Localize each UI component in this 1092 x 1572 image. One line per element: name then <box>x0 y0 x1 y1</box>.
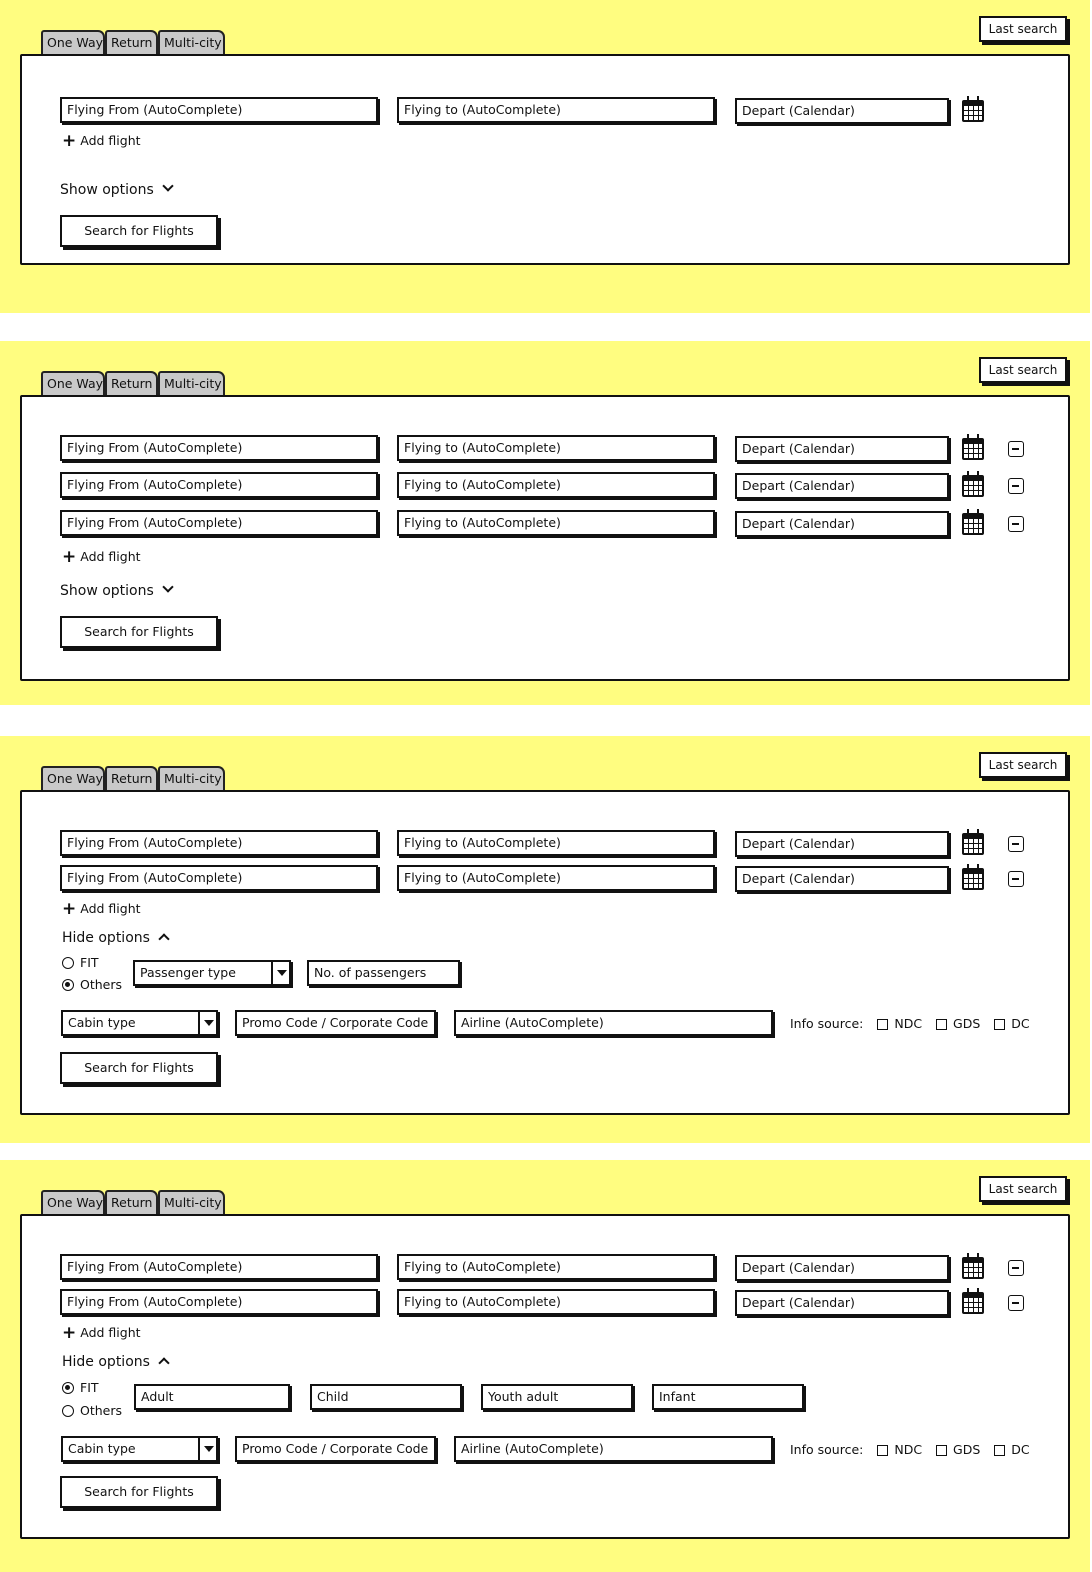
hide-options-label: Hide options <box>62 930 150 946</box>
show-options-toggle[interactable] <box>60 181 172 199</box>
depart-input[interactable]: Depart (Calendar) <box>735 1255 949 1281</box>
show-options-toggle[interactable] <box>60 582 172 600</box>
checkbox-icon <box>936 1445 947 1456</box>
tab-one-way[interactable]: One Way <box>41 371 105 395</box>
calendar-icon[interactable] <box>962 833 984 855</box>
plus-icon: + <box>62 547 77 567</box>
remove-flight-icon[interactable] <box>1008 871 1024 887</box>
last-search-button[interactable]: Last search <box>979 357 1067 383</box>
search-flights-button[interactable]: Search for Flights <box>60 1476 218 1508</box>
add-flight-label: Add flight <box>80 901 141 916</box>
tab-one-way[interactable]: One Way <box>41 30 105 54</box>
flying-to-input[interactable]: Flying to (AutoComplete) <box>397 510 715 536</box>
checkbox-gds[interactable] <box>936 1016 980 1031</box>
flying-from-input[interactable]: Flying From (AutoComplete) <box>60 1254 378 1280</box>
radio-fit[interactable] <box>62 955 99 971</box>
depart-input[interactable]: Depart (Calendar) <box>735 1290 949 1316</box>
checkbox-dc-label: DC <box>1011 1016 1030 1031</box>
flying-to-input[interactable]: Flying to (AutoComplete) <box>397 435 715 461</box>
depart-input[interactable]: Depart (Calendar) <box>735 866 949 892</box>
tab-return[interactable]: Return <box>105 30 158 54</box>
checkbox-icon <box>994 1445 1005 1456</box>
calendar-icon[interactable] <box>962 1292 984 1314</box>
search-panel-1 <box>0 0 1090 313</box>
remove-flight-icon[interactable] <box>1008 836 1024 852</box>
tab-one-way[interactable]: One Way <box>41 1190 105 1214</box>
tab-multi-city[interactable]: Multi-city <box>158 30 225 54</box>
tab-return[interactable]: Return <box>105 1190 158 1214</box>
search-panel-2 <box>0 341 1090 705</box>
flying-to-input[interactable]: Flying to (AutoComplete) <box>397 1254 715 1280</box>
plus-icon: + <box>62 131 77 151</box>
remove-flight-icon[interactable] <box>1008 478 1024 494</box>
last-search-button[interactable]: Last search <box>979 1176 1067 1202</box>
info-source-group <box>790 1016 1030 1032</box>
remove-flight-icon[interactable] <box>1008 516 1024 532</box>
adult-count-input[interactable]: Adult <box>134 1384 290 1410</box>
add-flight-button[interactable] <box>62 901 141 917</box>
youth-adult-count-input[interactable]: Youth adult <box>481 1384 633 1410</box>
dropdown-arrow-icon <box>271 962 289 984</box>
radio-others[interactable] <box>62 977 122 993</box>
dropdown-arrow-icon <box>198 1438 216 1460</box>
flying-from-input[interactable]: Flying From (AutoComplete) <box>60 830 378 856</box>
tab-multi-city[interactable]: Multi-city <box>158 371 225 395</box>
checkbox-ndc[interactable] <box>877 1016 922 1031</box>
chevron-down-icon <box>162 180 173 191</box>
depart-input[interactable]: Depart (Calendar) <box>735 436 949 462</box>
info-source-group <box>790 1442 1030 1458</box>
hide-options-label: Hide options <box>62 1354 150 1370</box>
remove-flight-icon[interactable] <box>1008 441 1024 457</box>
radio-button-icon <box>62 1405 74 1417</box>
checkbox-gds[interactable] <box>936 1442 980 1457</box>
promo-code-input[interactable]: Promo Code / Corporate Code <box>235 1436 436 1462</box>
search-flights-button[interactable]: Search for Flights <box>60 1052 218 1084</box>
add-flight-button[interactable] <box>62 133 141 149</box>
radio-others[interactable] <box>62 1403 122 1419</box>
flying-from-input[interactable]: Flying From (AutoComplete) <box>60 510 378 536</box>
checkbox-icon <box>877 1445 888 1456</box>
calendar-icon[interactable] <box>962 513 984 535</box>
add-flight-label: Add flight <box>80 549 141 564</box>
checkbox-icon <box>994 1019 1005 1030</box>
flying-to-input[interactable]: Flying to (AutoComplete) <box>397 1289 715 1315</box>
checkbox-ndc-label: NDC <box>894 1442 923 1457</box>
chevron-up-icon <box>158 1357 169 1368</box>
info-source-label: Info source: <box>790 1442 864 1457</box>
tab-multi-city[interactable]: Multi-city <box>158 1190 225 1214</box>
radio-others-label: Others <box>80 1403 123 1418</box>
child-count-input[interactable]: Child <box>310 1384 462 1410</box>
show-options-label: Show options <box>60 583 154 599</box>
calendar-icon[interactable] <box>962 438 984 460</box>
cabin-type-select[interactable] <box>61 1436 218 1462</box>
flying-to-input[interactable]: Flying to (AutoComplete) <box>397 472 715 498</box>
flying-from-input[interactable]: Flying From (AutoComplete) <box>60 97 378 123</box>
checkbox-gds-label: GDS <box>953 1016 981 1031</box>
remove-flight-icon[interactable] <box>1008 1260 1024 1276</box>
checkbox-ndc-label: NDC <box>894 1016 923 1031</box>
flying-to-input[interactable]: Flying to (AutoComplete) <box>397 865 715 891</box>
depart-input[interactable]: Depart (Calendar) <box>735 98 949 124</box>
flying-to-input[interactable]: Flying to (AutoComplete) <box>397 830 715 856</box>
last-search-button[interactable]: Last search <box>979 16 1067 42</box>
tab-one-way[interactable]: One Way <box>41 766 105 790</box>
checkbox-dc[interactable] <box>994 1442 1029 1457</box>
checkbox-icon <box>877 1019 888 1030</box>
dropdown-arrow-icon <box>198 1012 216 1034</box>
radio-button-icon <box>62 957 74 969</box>
radio-fit-label: FIT <box>80 1380 99 1395</box>
infant-count-input[interactable]: Infant <box>652 1384 804 1410</box>
search-panel-4 <box>0 1160 1090 1572</box>
remove-flight-icon[interactable] <box>1008 1295 1024 1311</box>
calendar-icon[interactable] <box>962 100 984 122</box>
radio-button-selected-icon <box>62 1382 74 1394</box>
show-options-label: Show options <box>60 182 154 198</box>
plus-icon: + <box>62 1323 77 1343</box>
chevron-down-icon <box>162 581 173 592</box>
tab-multi-city[interactable]: Multi-city <box>158 766 225 790</box>
calendar-icon[interactable] <box>962 475 984 497</box>
flying-to-input[interactable]: Flying to (AutoComplete) <box>397 97 715 123</box>
last-search-button[interactable]: Last search <box>979 752 1067 778</box>
checkbox-gds-label: GDS <box>953 1442 981 1457</box>
cabin-type-select[interactable] <box>61 1010 218 1036</box>
radio-fit[interactable] <box>62 1380 99 1396</box>
radio-fit-label: FIT <box>80 955 99 970</box>
airline-input[interactable]: Airline (AutoComplete) <box>454 1436 773 1462</box>
num-passengers-input[interactable]: No. of passengers <box>307 960 460 986</box>
passenger-type-value: Passenger type <box>140 965 236 980</box>
flying-from-input[interactable]: Flying From (AutoComplete) <box>60 472 378 498</box>
tab-return[interactable]: Return <box>105 766 158 790</box>
tab-return[interactable]: Return <box>105 371 158 395</box>
chevron-up-icon <box>158 933 169 944</box>
airline-input[interactable]: Airline (AutoComplete) <box>454 1010 773 1036</box>
search-flights-button[interactable]: Search for Flights <box>60 215 218 247</box>
add-flight-button[interactable] <box>62 1325 141 1341</box>
checkbox-ndc[interactable] <box>877 1442 922 1457</box>
plus-icon: + <box>62 899 77 919</box>
flying-from-input[interactable]: Flying From (AutoComplete) <box>60 865 378 891</box>
depart-input[interactable]: Depart (Calendar) <box>735 473 949 499</box>
add-flight-label: Add flight <box>80 1325 141 1340</box>
add-flight-label: Add flight <box>80 133 141 148</box>
depart-input[interactable]: Depart (Calendar) <box>735 511 949 537</box>
search-panel-3 <box>0 736 1090 1143</box>
depart-input[interactable]: Depart (Calendar) <box>735 831 949 857</box>
checkbox-dc-label: DC <box>1011 1442 1030 1457</box>
search-flights-button[interactable]: Search for Flights <box>60 616 218 648</box>
radio-others-label: Others <box>80 977 123 992</box>
hide-options-toggle[interactable] <box>62 1353 168 1371</box>
add-flight-button[interactable] <box>62 549 141 565</box>
cabin-type-value: Cabin type <box>68 1015 136 1030</box>
info-source-label: Info source: <box>790 1016 864 1031</box>
passenger-type-select[interactable] <box>133 960 291 986</box>
radio-button-selected-icon <box>62 979 74 991</box>
hide-options-toggle[interactable] <box>62 929 168 947</box>
flying-from-input[interactable]: Flying From (AutoComplete) <box>60 435 378 461</box>
calendar-icon[interactable] <box>962 868 984 890</box>
checkbox-dc[interactable] <box>994 1016 1029 1031</box>
cabin-type-value: Cabin type <box>68 1441 136 1456</box>
flying-from-input[interactable]: Flying From (AutoComplete) <box>60 1289 378 1315</box>
calendar-icon[interactable] <box>962 1257 984 1279</box>
promo-code-input[interactable]: Promo Code / Corporate Code <box>235 1010 436 1036</box>
checkbox-icon <box>936 1019 947 1030</box>
